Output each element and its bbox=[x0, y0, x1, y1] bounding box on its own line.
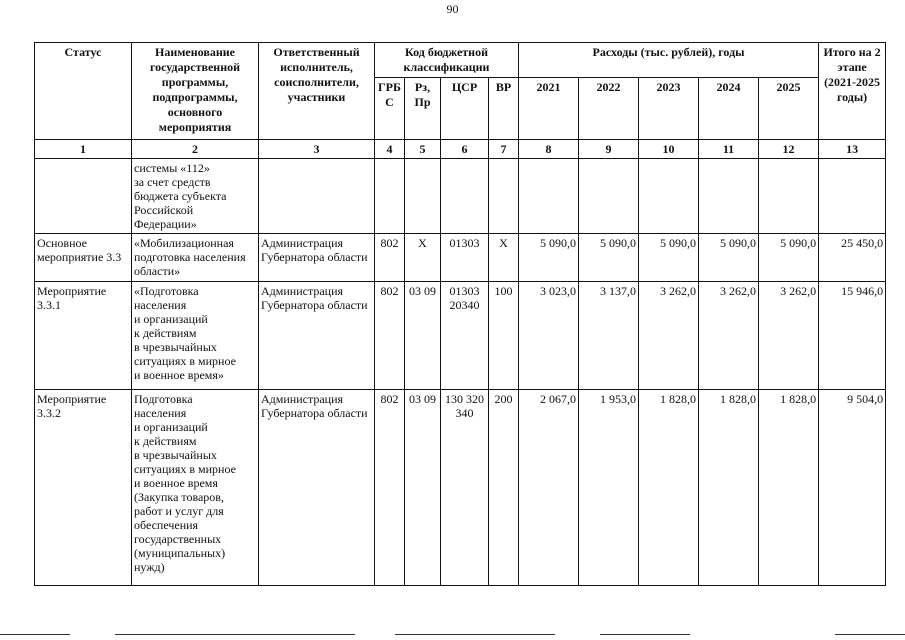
cell-rzpr: 03 09 bbox=[405, 390, 441, 586]
cell-2024: 5 090,0 bbox=[699, 234, 759, 282]
bottom-rule-mid bbox=[115, 634, 355, 635]
bottom-rule-right bbox=[600, 634, 690, 635]
cell-csr bbox=[441, 159, 489, 234]
header-year-2021: 2021 bbox=[519, 78, 579, 140]
column-number: 1 bbox=[35, 140, 132, 159]
cell-total: 15 946,0 bbox=[819, 282, 886, 390]
cell-responsible bbox=[259, 159, 375, 234]
column-number: 5 bbox=[405, 140, 441, 159]
cell-2024: 1 828,0 bbox=[699, 390, 759, 586]
header-csr: ЦСР bbox=[441, 78, 489, 140]
cell-total bbox=[819, 159, 886, 234]
column-number: 7 bbox=[489, 140, 519, 159]
cell-total: 9 504,0 bbox=[819, 390, 886, 586]
cell-vr bbox=[489, 159, 519, 234]
cell-vr: X bbox=[489, 234, 519, 282]
column-number: 8 bbox=[519, 140, 579, 159]
cell-vr: 100 bbox=[489, 282, 519, 390]
cell-status bbox=[35, 159, 132, 234]
cell-responsible: Администрация Губернатора области bbox=[259, 390, 375, 586]
column-number-row bbox=[35, 140, 886, 159]
cell-2023: 3 262,0 bbox=[639, 282, 699, 390]
cell-name: «Мобилизационная подготовка населения области» bbox=[132, 234, 259, 282]
cell-vr: 200 bbox=[489, 390, 519, 586]
cell-2025: 3 262,0 bbox=[759, 282, 819, 390]
column-number: 13 bbox=[819, 140, 886, 159]
table-row bbox=[35, 159, 886, 234]
column-number: 4 bbox=[375, 140, 405, 159]
cell-2021 bbox=[519, 159, 579, 234]
cell-2022: 5 090,0 bbox=[579, 234, 639, 282]
header-budget-code: Код бюджетной классификации bbox=[375, 43, 519, 78]
header-grbs: ГРБ С bbox=[375, 78, 405, 140]
header-rzpr: Рз, Пр bbox=[405, 78, 441, 140]
column-number: 11 bbox=[699, 140, 759, 159]
cell-rzpr: X bbox=[405, 234, 441, 282]
header-vr: ВР bbox=[489, 78, 519, 140]
cell-grbs: 802 bbox=[375, 282, 405, 390]
cell-status: Основное мероприятие 3.3 bbox=[35, 234, 132, 282]
column-number: 12 bbox=[759, 140, 819, 159]
header-expenses: Расходы (тыс. рублей), годы bbox=[519, 43, 819, 78]
cell-csr: 01303 20340 bbox=[441, 282, 489, 390]
cell-rzpr: 03 09 bbox=[405, 282, 441, 390]
cell-responsible: Администрация Губернатора области bbox=[259, 282, 375, 390]
page-number: 90 bbox=[446, 2, 459, 16]
table-row bbox=[35, 234, 886, 282]
cell-grbs bbox=[375, 159, 405, 234]
bottom-rule-left bbox=[0, 634, 70, 635]
cell-2025: 1 828,0 bbox=[759, 390, 819, 586]
cell-grbs: 802 bbox=[375, 390, 405, 586]
header-year-2024: 2024 bbox=[699, 78, 759, 140]
bottom-rule-far-right bbox=[835, 634, 905, 635]
cell-grbs: 802 bbox=[375, 234, 405, 282]
column-number: 3 bbox=[259, 140, 375, 159]
cell-2024: 3 262,0 bbox=[699, 282, 759, 390]
header-responsible: Ответственный исполнитель, соисполнители, участники bbox=[259, 43, 375, 140]
cell-responsible: Администрация Губернатора области bbox=[259, 234, 375, 282]
column-number: 2 bbox=[132, 140, 259, 159]
column-number: 10 bbox=[639, 140, 699, 159]
cell-name: системы «112» за счет средств бюджета субъекта Российской Федерации» bbox=[132, 159, 259, 234]
cell-2024 bbox=[699, 159, 759, 234]
cell-csr: 01303 bbox=[441, 234, 489, 282]
column-number: 9 bbox=[579, 140, 639, 159]
cell-2021: 2 067,0 bbox=[519, 390, 579, 586]
cell-2023: 1 828,0 bbox=[639, 390, 699, 586]
bottom-rule-center bbox=[395, 634, 555, 635]
cell-rzpr bbox=[405, 159, 441, 234]
cell-2022 bbox=[579, 159, 639, 234]
cell-status: Мероприятие 3.3.2 bbox=[35, 390, 132, 586]
table-row bbox=[35, 390, 886, 586]
header-year-2022: 2022 bbox=[579, 78, 639, 140]
column-number: 6 bbox=[441, 140, 489, 159]
cell-2025 bbox=[759, 159, 819, 234]
cell-2022: 1 953,0 bbox=[579, 390, 639, 586]
cell-2022: 3 137,0 bbox=[579, 282, 639, 390]
cell-name: Подготовка населения и организаций к действиям в чрезвычайных ситуациях в мирное и военное время (Закупка товаров, работ и услуг для обеспечения государственных (муниципальных) нужд) bbox=[132, 390, 259, 586]
header-year-2023: 2023 bbox=[639, 78, 699, 140]
header-year-2025: 2025 bbox=[759, 78, 819, 140]
budget-table bbox=[34, 42, 886, 586]
cell-status: Мероприятие 3.3.1 bbox=[35, 282, 132, 390]
cell-2023 bbox=[639, 159, 699, 234]
table-row bbox=[35, 282, 886, 390]
header-row-1 bbox=[35, 43, 886, 78]
cell-2025: 5 090,0 bbox=[759, 234, 819, 282]
header-name: Наименование государственной программы, подпрограммы, основного мероприятия bbox=[132, 43, 259, 140]
cell-csr: 130 320 340 bbox=[441, 390, 489, 586]
cell-2023: 5 090,0 bbox=[639, 234, 699, 282]
header-status: Статус bbox=[35, 43, 132, 140]
header-total: Итого на 2 этапе (2021-2025 годы) bbox=[819, 43, 886, 140]
cell-total: 25 450,0 bbox=[819, 234, 886, 282]
cell-name: «Подготовка населения и организаций к действиям в чрезвычайных ситуациях в мирное и военное время» bbox=[132, 282, 259, 390]
cell-2021: 3 023,0 bbox=[519, 282, 579, 390]
cell-2021: 5 090,0 bbox=[519, 234, 579, 282]
